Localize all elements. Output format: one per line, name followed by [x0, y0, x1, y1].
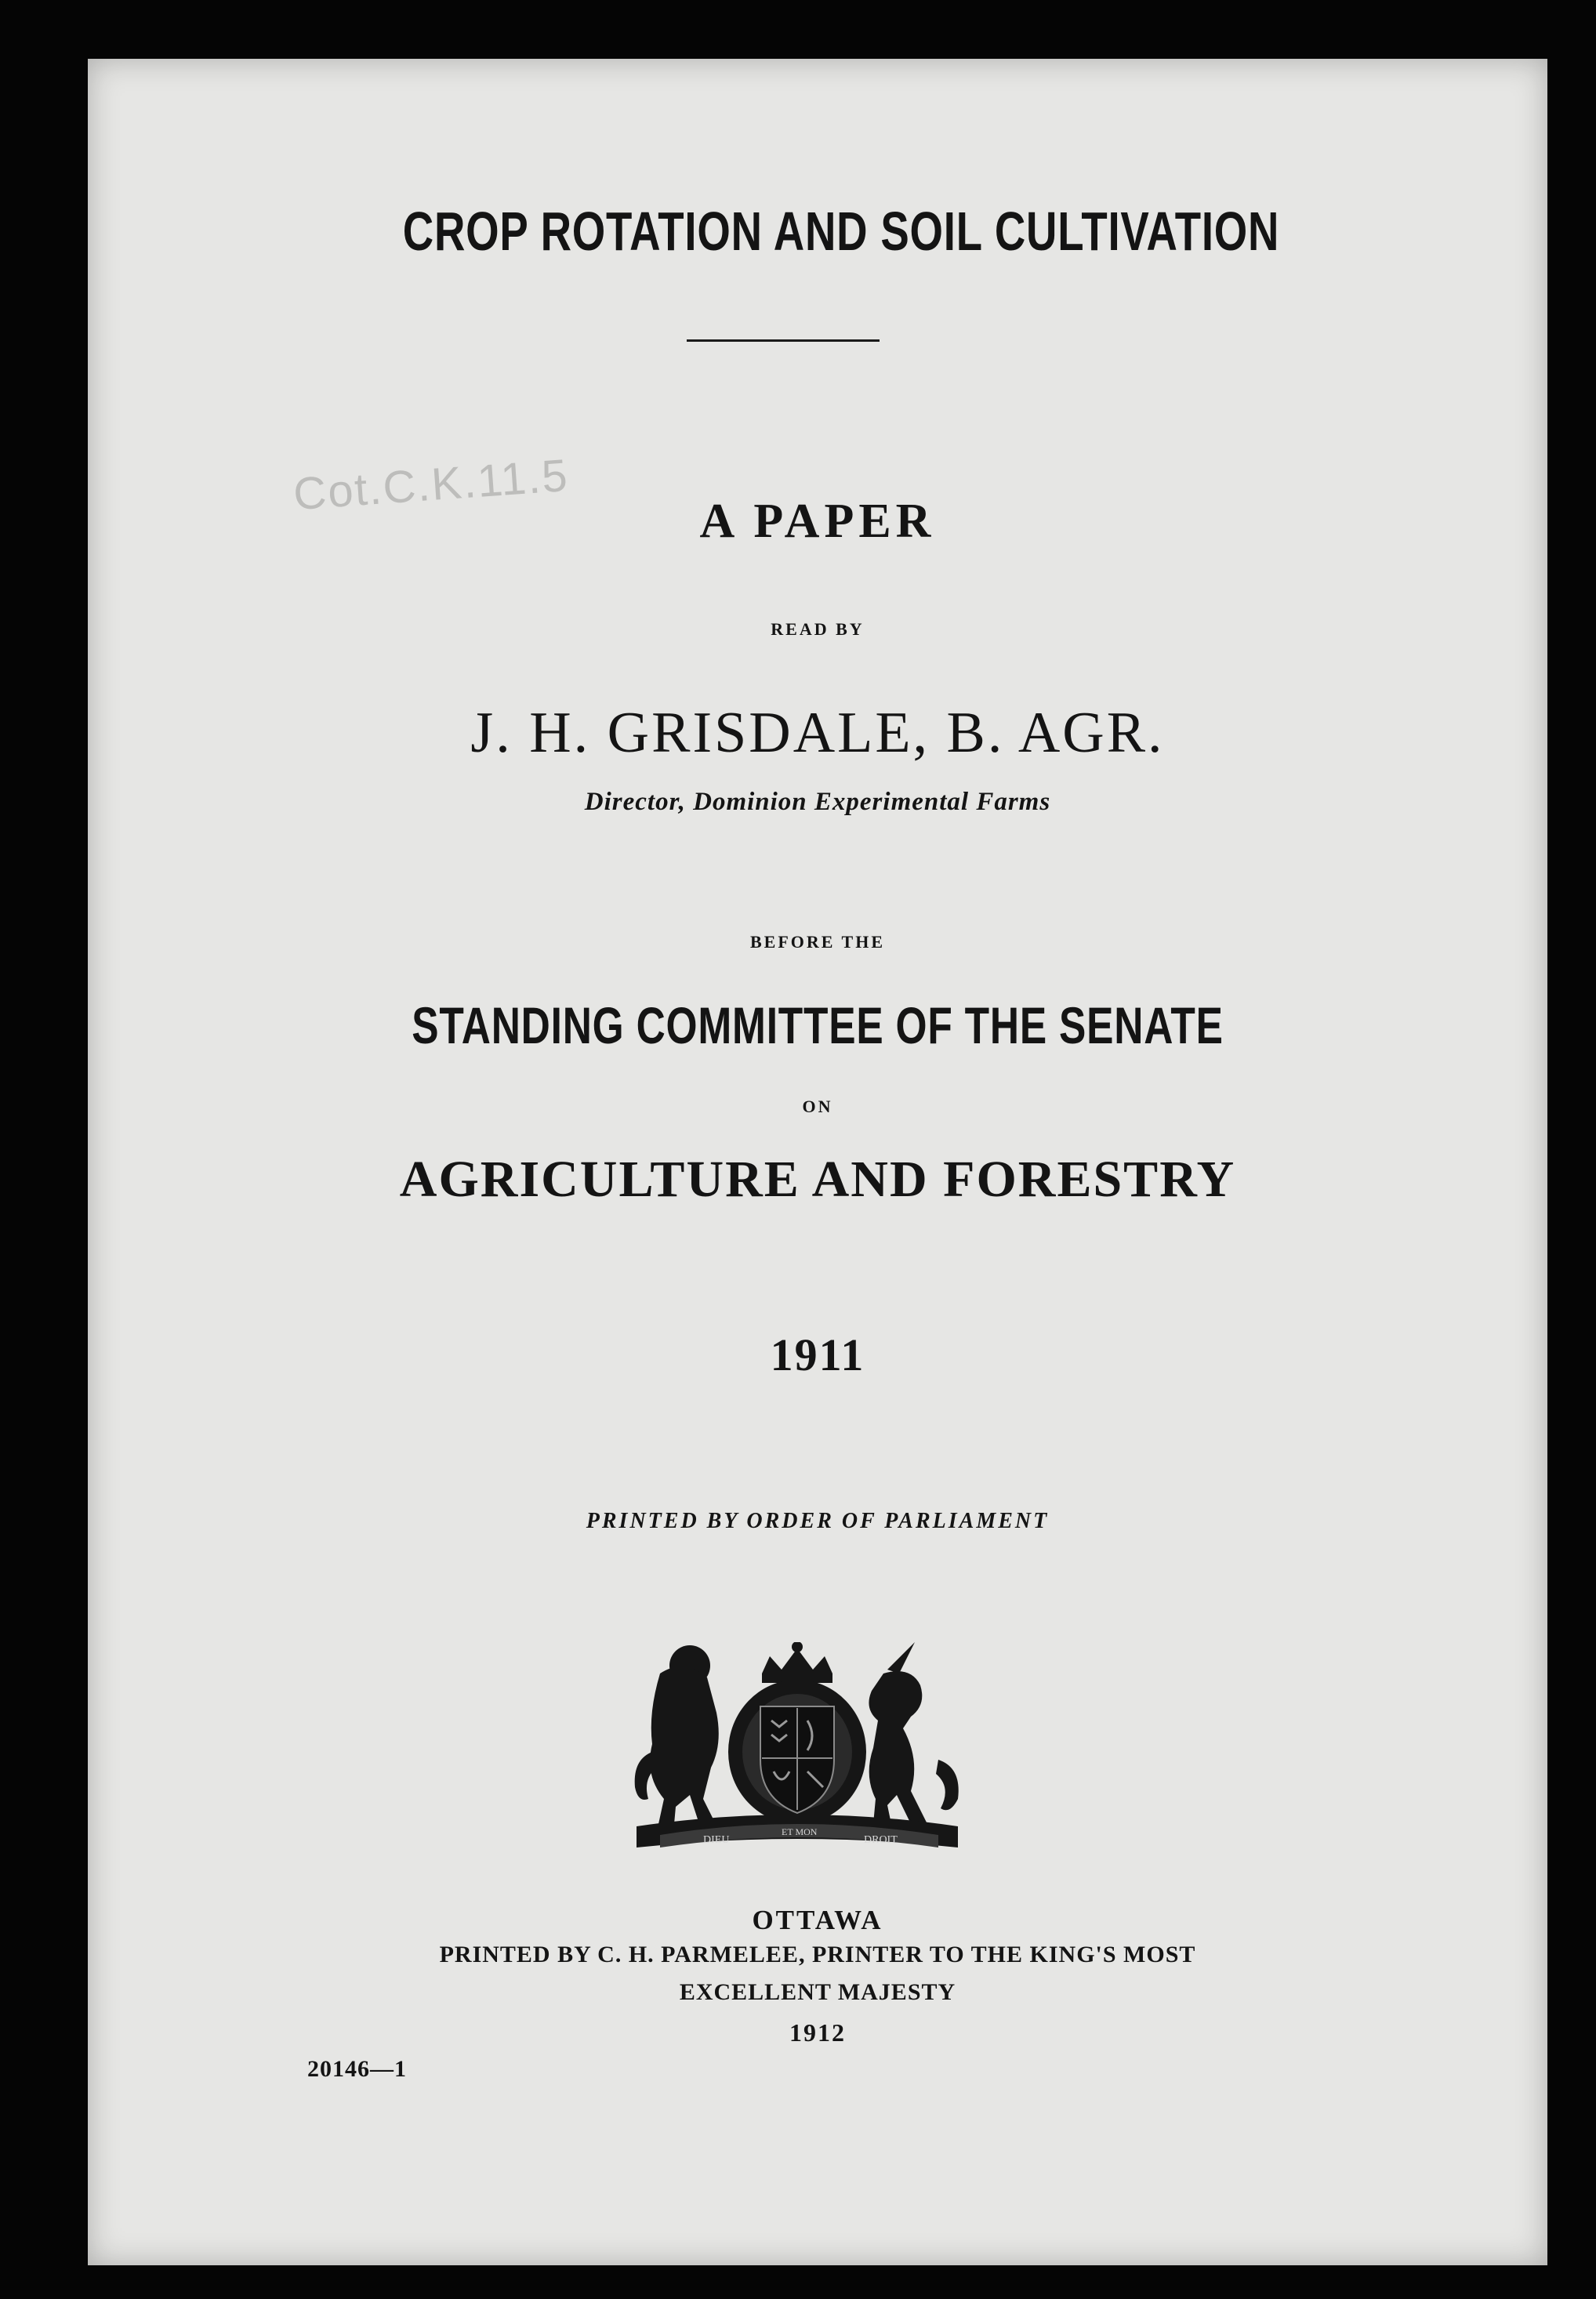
- publication-year: 1912: [789, 2018, 846, 2047]
- printer-line: PRINTED BY C. H. PARMELEE, PRINTER TO THE KING'S MOST: [439, 1942, 1196, 1967]
- majesty-line: EXCELLENT MAJESTY: [679, 1979, 956, 2005]
- title-page: [88, 59, 1547, 2265]
- document-title: CROP ROTATION AND SOIL CULTIVATION: [402, 201, 1280, 262]
- motto-right: DROIT: [864, 1834, 898, 1846]
- on-label: ON: [802, 1097, 833, 1116]
- printed-by-order: PRINTED BY ORDER OF PARLIAMENT: [586, 1509, 1050, 1533]
- pencil-annotation: Cot.C.K.11.5: [292, 449, 571, 520]
- author-name: J. H. GRISDALE, B. AGR.: [470, 701, 1165, 765]
- paper-label: A PAPER: [699, 495, 936, 548]
- document-code: 20146—1: [307, 2056, 407, 2082]
- publication-city: OTTAWA: [752, 1905, 883, 1935]
- author-role: Director, Dominion Experimental Farms: [584, 788, 1051, 816]
- session-year: 1911: [770, 1329, 865, 1380]
- committee-name: STANDING COMMITTEE OF THE SENATE: [412, 996, 1224, 1054]
- motto-left: DIEU: [703, 1834, 730, 1846]
- royal-coat-of-arms-icon: [629, 1642, 966, 1854]
- subject-title: AGRICULTURE AND FORESTRY: [399, 1151, 1236, 1208]
- before-label: BEFORE THE: [749, 932, 886, 952]
- read-by-label: READ BY: [771, 619, 865, 639]
- title-divider: [687, 339, 880, 342]
- motto-center: ET MON: [782, 1826, 818, 1837]
